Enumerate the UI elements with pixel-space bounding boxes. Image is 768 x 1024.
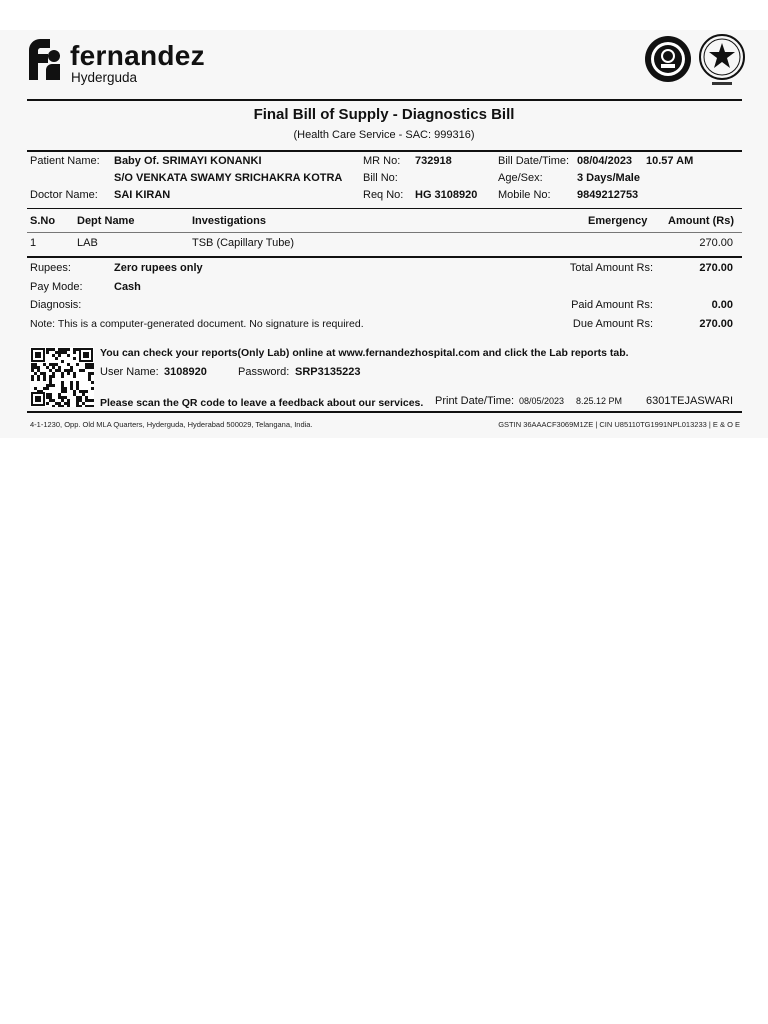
row-dept: LAB [77,237,98,249]
bill-time: 10.57 AM [646,155,694,167]
footer-divider [27,411,742,413]
password-label: Password: [238,366,290,378]
due-amount-label: Due Amount Rs: [572,318,653,330]
col-header-dept: Dept Name [77,215,135,227]
row-amount: 270.00 [699,237,733,249]
paid-amount: 0.00 [711,299,733,311]
row-investigation: TSB (Capillary Tube) [192,237,295,249]
doctor-name-label: Doctor Name: [30,189,98,201]
col-header-amount: Amount (Rs) [668,215,734,227]
col-header-investigations: Investigations [192,215,266,227]
col-header-sno: S.No [30,215,56,227]
rupees-label: Rupees: [30,262,71,274]
feedback-qr-code[interactable] [30,347,94,407]
mr-no: 732918 [415,155,452,167]
header-divider [27,99,742,101]
registration-details: GSTIN 36AAACF3069M1ZE | CIN U85110TG1991NPL013233 | E & O E [498,420,740,429]
table-bottom-divider [27,256,742,258]
print-datetime-label: Print Date/Time: [435,395,515,407]
row-sno: 1 [30,237,37,249]
req-no-label: Req No: [363,189,404,201]
print-time: 8.25.12 PM [576,396,623,406]
req-no: HG 3108920 [415,189,478,201]
username-label: User Name: [100,366,159,378]
title-divider [27,150,742,152]
accreditation-seal-icon [698,33,746,87]
col-header-emergency: Emergency [588,215,648,227]
printed-by-user: 6301TEJASWARI [645,395,733,407]
doctor-name: SAI KIRAN [114,189,171,201]
total-amount-label: Total Amount Rs: [569,262,653,274]
print-date: 08/05/2023 [519,396,565,406]
bill-datetime-label: Bill Date/Time: [498,155,570,167]
password: SRP3135223 [295,366,361,378]
nabh-badge-icon [644,35,692,83]
due-amount: 270.00 [699,318,733,330]
age-sex: 3 Days/Male [577,172,640,184]
brand-location: Hyderguda [71,70,138,85]
online-reports-message: You can check your reports(Only Lab) online at www.fernandezhospital.com and click the Lab reports tab. [100,347,629,359]
rupees-in-words: Zero rupees only [114,262,203,274]
patient-divider [27,208,742,209]
age-sex-label: Age/Sex: [498,172,543,184]
username: 3108920 [164,366,207,378]
patient-name-label: Patient Name: [30,155,100,167]
mobile-label: Mobile No: [498,189,551,201]
brand-name: fernandez [70,40,205,71]
guardian-name: S/O VENKATA SWAMY SRICHAKRA KOTRA [114,172,343,184]
document-title: Final Bill of Supply - Diagnostics Bill [253,106,515,123]
hospital-address: 4-1-1230, Opp. Old MLA Quarters, Hyderguda, Hyderabad 500029, Telangana, India. [30,420,313,429]
bill-no-label: Bill No: [363,172,398,184]
mobile-number: 9849212753 [577,189,639,201]
pay-mode: Cash [114,281,141,293]
computer-generated-note: Note: This is a computer-generated document. No signature is required. [30,318,364,330]
pay-mode-label: Pay Mode: [30,281,83,293]
feedback-message: Please scan the QR code to leave a feedback about our services. [100,397,424,409]
paid-amount-label: Paid Amount Rs: [571,299,653,311]
fernandez-logo-icon [26,36,62,82]
table-header-divider [27,232,742,233]
patient-name: Baby Of. SRIMAYI KONANKI [114,155,262,167]
bill-date: 08/04/2023 [577,155,633,167]
total-amount: 270.00 [699,262,733,274]
diagnosis-label: Diagnosis: [30,299,82,311]
mr-no-label: MR No: [363,155,401,167]
document-subtitle: (Health Care Service - SAC: 999316) [293,129,475,141]
